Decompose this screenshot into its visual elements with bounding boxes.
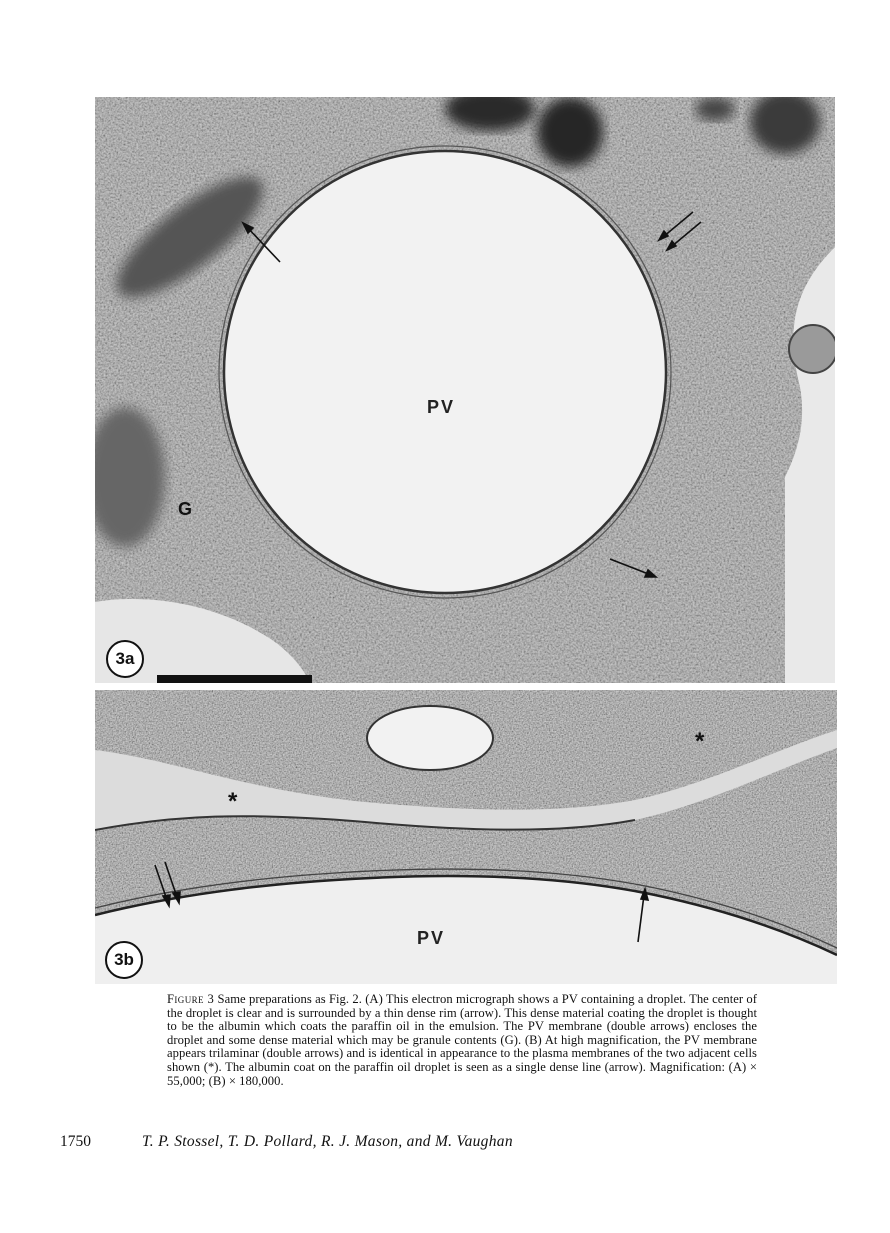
label-granule-g: G xyxy=(178,499,193,519)
label-pv-a: PV xyxy=(427,397,456,417)
asterisk-marker-right: * xyxy=(695,728,705,755)
page-footer xyxy=(60,1133,820,1151)
figure-caption xyxy=(167,993,757,1088)
panel-label-3a: 3a xyxy=(115,649,135,668)
page-number: 1750 xyxy=(60,1133,91,1150)
asterisk-marker-left: * xyxy=(228,788,238,815)
panel-label-3b: 3b xyxy=(114,950,134,969)
label-pv-b: PV xyxy=(417,928,446,948)
micrograph-3a xyxy=(95,97,835,683)
micrograph-3b xyxy=(95,690,837,984)
caption-text: Same preparations as Fig. 2. (A) This electron micrograph shows a PV containing a droplet. The center of the droplet is clear and is surrounded by a thin dense rim (arrow). This dense material coating the droplet is thought to be the albumin which coats the paraffin oil in the emulsion. The PV membrane (double arrows) encloses the droplet and some dense material which may be granule contents (G). (B) At high magnification, the PV membrane appears trilaminar (double arrows) and is identical in appearance to the plasma membranes of the two adjacent cells shown (*). The albumin coat on the paraffin oil droplet is seen as a single dense line (arrow). Magnification: (A) × 55,000; (B) × 180,000. xyxy=(167,992,758,1088)
author-line: T. P. Stossel, T. D. Pollard, R. J. Mason, and M. Vaughan xyxy=(142,1133,513,1150)
caption-figure-label: Figure 3 xyxy=(167,992,215,1006)
